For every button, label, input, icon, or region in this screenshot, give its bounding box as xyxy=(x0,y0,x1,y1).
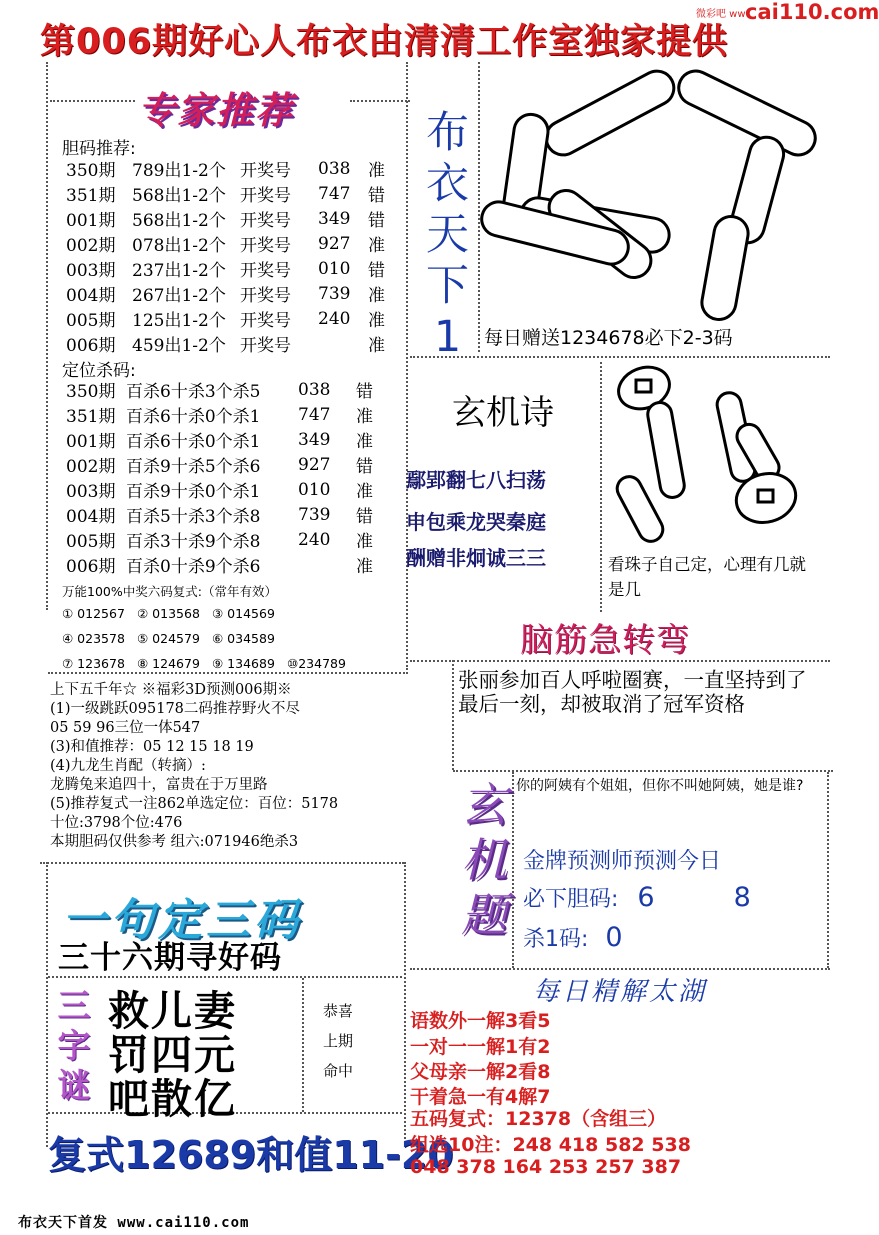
buyi-char: 天 xyxy=(426,210,469,260)
num-cell: 349 xyxy=(318,208,351,229)
forecast-line: (4)九龙生肖配（转摘）: xyxy=(50,758,206,774)
taihu-line: 干着急一有4解7 xyxy=(410,1086,551,1108)
frame-mid xyxy=(406,62,408,670)
fushi-line: 复式12689和值11-20 xyxy=(48,1133,454,1177)
label-cell: 开奖号 xyxy=(240,161,291,181)
num-cell: 240 xyxy=(298,529,331,550)
puzzle-char: 题 xyxy=(461,888,507,942)
puzzle-char: 玄 xyxy=(461,778,507,832)
one-line-title: 一句定三码 xyxy=(62,895,302,946)
result-cell: 准 xyxy=(356,532,373,552)
pick-cell: 百杀5十杀3个杀8 xyxy=(126,507,261,527)
issue-cell: 006期 xyxy=(66,557,116,577)
table-row xyxy=(66,306,385,331)
congrats-3: 命中 xyxy=(322,1062,353,1080)
forecast-line: 05 59 96三位一体547 xyxy=(50,720,201,736)
congrats-2: 上期 xyxy=(322,1032,353,1050)
pick-cell: 789出1-2个 xyxy=(132,161,226,181)
forecast-line: 本期胆码仅供参考 组六:071946绝杀3 xyxy=(50,834,299,850)
buyi-char: 衣 xyxy=(426,159,469,209)
dan-table xyxy=(66,156,385,356)
pick-cell: 568出1-2个 xyxy=(132,211,226,231)
issue-cell: 004期 xyxy=(66,286,116,306)
poem-line-1: 鄢郢翻七八扫荡 xyxy=(406,468,546,492)
szm-char: 谜 xyxy=(57,1066,91,1105)
brain-title: 脑筋急转弯 xyxy=(520,620,690,659)
num-cell: 010 xyxy=(318,258,351,279)
riddle-3: 吧散亿 xyxy=(108,1075,237,1123)
num-cell: 240 xyxy=(318,308,351,329)
riddle-2: 罚四元 xyxy=(108,1031,237,1079)
szm-char: 字 xyxy=(57,1026,91,1065)
poem-line-2: 申包乘龙哭秦庭 xyxy=(406,510,546,534)
table-row xyxy=(66,156,385,181)
table-row xyxy=(66,552,373,577)
puzzle-vertical-title xyxy=(457,778,511,943)
combo-label: 万能100%中奖六码复式:（常年有效） xyxy=(62,584,277,599)
poem-line-3: 酬赠非炯诚三三 xyxy=(406,546,546,570)
result-cell: 准 xyxy=(356,557,373,577)
combo-item: ⑦ 123678 xyxy=(62,656,125,671)
taihu-line: 一对一一解1有2 xyxy=(410,1036,551,1058)
divider xyxy=(453,770,833,772)
label-cell: 开奖号 xyxy=(240,236,291,256)
table-row xyxy=(66,402,373,427)
taihu-line: 048 378 164 253 257 387 xyxy=(410,1156,682,1178)
num-cell: 747 xyxy=(298,404,331,425)
table-row xyxy=(66,331,385,356)
gold-dan-label: 必下胆码: xyxy=(523,887,619,912)
result-cell: 错 xyxy=(368,186,385,206)
gold-dan-b: 8 xyxy=(733,882,751,913)
num-cell: 349 xyxy=(298,429,331,450)
issue-cell: 350期 xyxy=(66,382,116,402)
forecast-line: 上下五千年☆ ※福彩3D预测006期※ xyxy=(50,682,292,698)
table-row xyxy=(66,427,373,452)
frame-pearl xyxy=(600,362,602,612)
frame-bottom-left xyxy=(46,862,48,1147)
frame-congrats xyxy=(302,978,304,1112)
pick-cell: 百杀0十杀9个杀6 xyxy=(126,557,261,577)
combo-row xyxy=(62,601,346,626)
buyi-char: 下 xyxy=(426,261,469,311)
pearl-note: 看珠子自己定，心理有几就是几 xyxy=(608,555,806,599)
result-cell: 准 xyxy=(368,161,385,181)
label-cell: 开奖号 xyxy=(240,186,291,206)
label-cell: 开奖号 xyxy=(240,261,291,281)
result-cell: 错 xyxy=(368,261,385,281)
divider xyxy=(350,100,410,102)
stroke xyxy=(646,401,686,500)
issue-cell: 005期 xyxy=(66,532,116,552)
result-cell: 错 xyxy=(368,211,385,231)
result-cell: 准 xyxy=(368,286,385,306)
pick-cell: 百杀6十杀3个杀5 xyxy=(126,382,261,402)
result-cell: 错 xyxy=(356,507,373,527)
issue-cell: 005期 xyxy=(66,311,116,331)
taihu-line: 父母亲一解2看8 xyxy=(410,1061,551,1083)
pick-cell: 078出1-2个 xyxy=(132,236,226,256)
table-row xyxy=(66,256,385,281)
pick-cell: 百杀6十杀0个杀1 xyxy=(126,407,261,427)
result-cell: 准 xyxy=(368,311,385,331)
taihu-line: 语数外一解3看5 xyxy=(410,1010,551,1032)
combo-item: ⑧ 124679 xyxy=(137,656,200,671)
combo-row xyxy=(62,651,346,676)
combo-list xyxy=(62,601,346,676)
gold-title: 金牌预测师预测今日 xyxy=(523,849,722,874)
num-cell xyxy=(298,552,356,577)
table-row xyxy=(66,206,385,231)
stroke xyxy=(699,214,751,322)
page-title: 第006期好心人布衣由清清工作室独家提供 xyxy=(40,22,729,62)
forecast-line: (5)推荐复式一注862单选定位：百位：5178 xyxy=(50,796,339,812)
combo-row xyxy=(62,626,346,651)
num-cell: 038 xyxy=(298,379,331,400)
table-row xyxy=(66,477,373,502)
divider xyxy=(50,100,135,102)
num-cell: 739 xyxy=(318,283,351,304)
gold-kill xyxy=(523,922,623,953)
combo-item: ③ 014569 xyxy=(212,606,275,621)
riddle-1: 救儿妻 xyxy=(108,987,237,1035)
issue-cell: 351期 xyxy=(66,186,116,206)
frame-right xyxy=(827,772,829,968)
big-digits-57 xyxy=(478,66,828,320)
puzzle-char: 机 xyxy=(461,833,507,887)
combo-item: ⑩234789 xyxy=(287,656,346,671)
num-cell: 010 xyxy=(298,479,331,500)
frame-bottom-mid xyxy=(404,862,406,1147)
big-digits-96 xyxy=(604,362,830,550)
gold-kill-label: 杀1码: xyxy=(523,927,589,952)
issue-cell: 003期 xyxy=(66,261,116,281)
daily-gift: 每日赠送1234678必下2-3码 xyxy=(484,327,733,349)
stroke xyxy=(673,65,821,160)
table-row xyxy=(66,281,385,306)
forecast-block xyxy=(50,681,338,852)
gold-dan-a: 6 xyxy=(637,882,655,913)
one-line-subtitle: 三十六期寻好码 xyxy=(58,940,282,976)
num-cell xyxy=(318,331,368,356)
taihu-line: 组选10注：248 418 582 538 xyxy=(410,1134,691,1156)
pick-cell: 百杀3十杀9个杀8 xyxy=(126,532,261,552)
combo-item: ① 012567 xyxy=(62,606,125,621)
poem-title: 玄机诗 xyxy=(452,393,554,433)
taihu-title: 每日精解太湖 xyxy=(533,977,708,1007)
num-cell: 927 xyxy=(298,454,331,475)
table-row xyxy=(66,527,373,552)
taihu-line: 五码复式：12378（含组三） xyxy=(410,1108,667,1130)
combo-item: ⑤ 024579 xyxy=(137,631,200,646)
pick-cell: 百杀9十杀0个杀1 xyxy=(126,482,261,502)
expert-title: 专家推荐 xyxy=(138,89,294,132)
frame-puzzle xyxy=(512,772,514,968)
issue-cell: 002期 xyxy=(66,236,116,256)
result-cell: 准 xyxy=(356,482,373,502)
label-cell: 开奖号 xyxy=(240,311,291,331)
label-cell: 开奖号 xyxy=(240,211,291,231)
num-cell: 038 xyxy=(318,158,351,179)
forecast-line: 十位:3798个位:476 xyxy=(50,815,183,831)
label-cell: 开奖号 xyxy=(240,286,291,306)
forecast-line: 龙腾兔来追四十，富贵在于万里路 xyxy=(50,777,268,793)
divider xyxy=(410,356,830,358)
buyi-vertical-title xyxy=(425,108,470,363)
label-cell: 开奖号 xyxy=(240,336,291,356)
pick-cell: 237出1-2个 xyxy=(132,261,226,281)
pick-cell: 267出1-2个 xyxy=(132,286,226,306)
divider xyxy=(40,862,404,864)
num-cell: 927 xyxy=(318,233,351,254)
pick-cell: 百杀6十杀0个杀1 xyxy=(126,432,261,452)
issue-cell: 350期 xyxy=(66,161,116,181)
congrats-1: 恭喜 xyxy=(322,1002,353,1020)
footer: 布衣天下首发 www.cai110.com xyxy=(18,1215,250,1231)
stroke xyxy=(540,65,680,161)
issue-cell: 001期 xyxy=(66,432,116,452)
table-row xyxy=(66,452,373,477)
table-row xyxy=(66,181,385,206)
result-cell: 错 xyxy=(356,382,373,402)
pick-cell: 125出1-2个 xyxy=(132,311,226,331)
frame-left xyxy=(46,62,48,610)
issue-cell: 003期 xyxy=(66,482,116,502)
result-cell: 错 xyxy=(356,457,373,477)
pearl-hole xyxy=(758,490,773,502)
frame-riddle xyxy=(452,660,454,770)
gold-kill-num: 0 xyxy=(605,922,623,953)
issue-cell: 004期 xyxy=(66,507,116,527)
three-char-riddle-label xyxy=(54,986,94,1106)
kill-table xyxy=(66,377,373,577)
watermark-url: cai110.com xyxy=(745,0,879,24)
szm-char: 三 xyxy=(57,986,91,1025)
num-cell: 747 xyxy=(318,183,351,204)
dan-label: 胆码推荐: xyxy=(62,139,136,159)
table-row xyxy=(66,377,373,402)
num-cell: 739 xyxy=(298,504,331,525)
pick-cell: 568出1-2个 xyxy=(132,186,226,206)
result-cell: 准 xyxy=(356,407,373,427)
result-cell: 准 xyxy=(368,336,385,356)
pick-cell: 百杀9十杀5个杀6 xyxy=(126,457,261,477)
result-cell: 准 xyxy=(356,432,373,452)
table-row xyxy=(66,502,373,527)
divider xyxy=(410,968,830,970)
combo-item: ④ 023578 xyxy=(62,631,125,646)
combo-item: ⑥ 034589 xyxy=(212,631,275,646)
combo-item: ⑨ 134689 xyxy=(212,656,275,671)
brain-riddle: 张丽参加百人呼啦圈赛，一直坚持到了最后一刻，却被取消了冠军资格 xyxy=(458,668,807,716)
puzzle-question: 你的阿姨有个姐姐，但你不叫她阿姨，她是谁? xyxy=(516,778,804,794)
watermark-small: 微彩吧 ww xyxy=(696,9,746,20)
buyi-char: 1 xyxy=(433,312,462,362)
table-row xyxy=(66,231,385,256)
forecast-line: (1)一级跳跃095178二码推荐野火不尽 xyxy=(50,701,300,717)
kill-label: 定位杀码: xyxy=(62,361,136,381)
pick-cell: 459出1-2个 xyxy=(132,336,226,356)
issue-cell: 002期 xyxy=(66,457,116,477)
issue-cell: 001期 xyxy=(66,211,116,231)
issue-cell: 351期 xyxy=(66,407,116,427)
gold-dan xyxy=(523,882,751,913)
forecast-line: (3)和值推荐：05 12 15 18 19 xyxy=(50,739,254,755)
pearl-hole xyxy=(636,380,651,392)
buyi-char: 布 xyxy=(426,108,469,158)
issue-cell: 006期 xyxy=(66,336,116,356)
combo-item: ② 013568 xyxy=(137,606,200,621)
result-cell: 准 xyxy=(368,236,385,256)
